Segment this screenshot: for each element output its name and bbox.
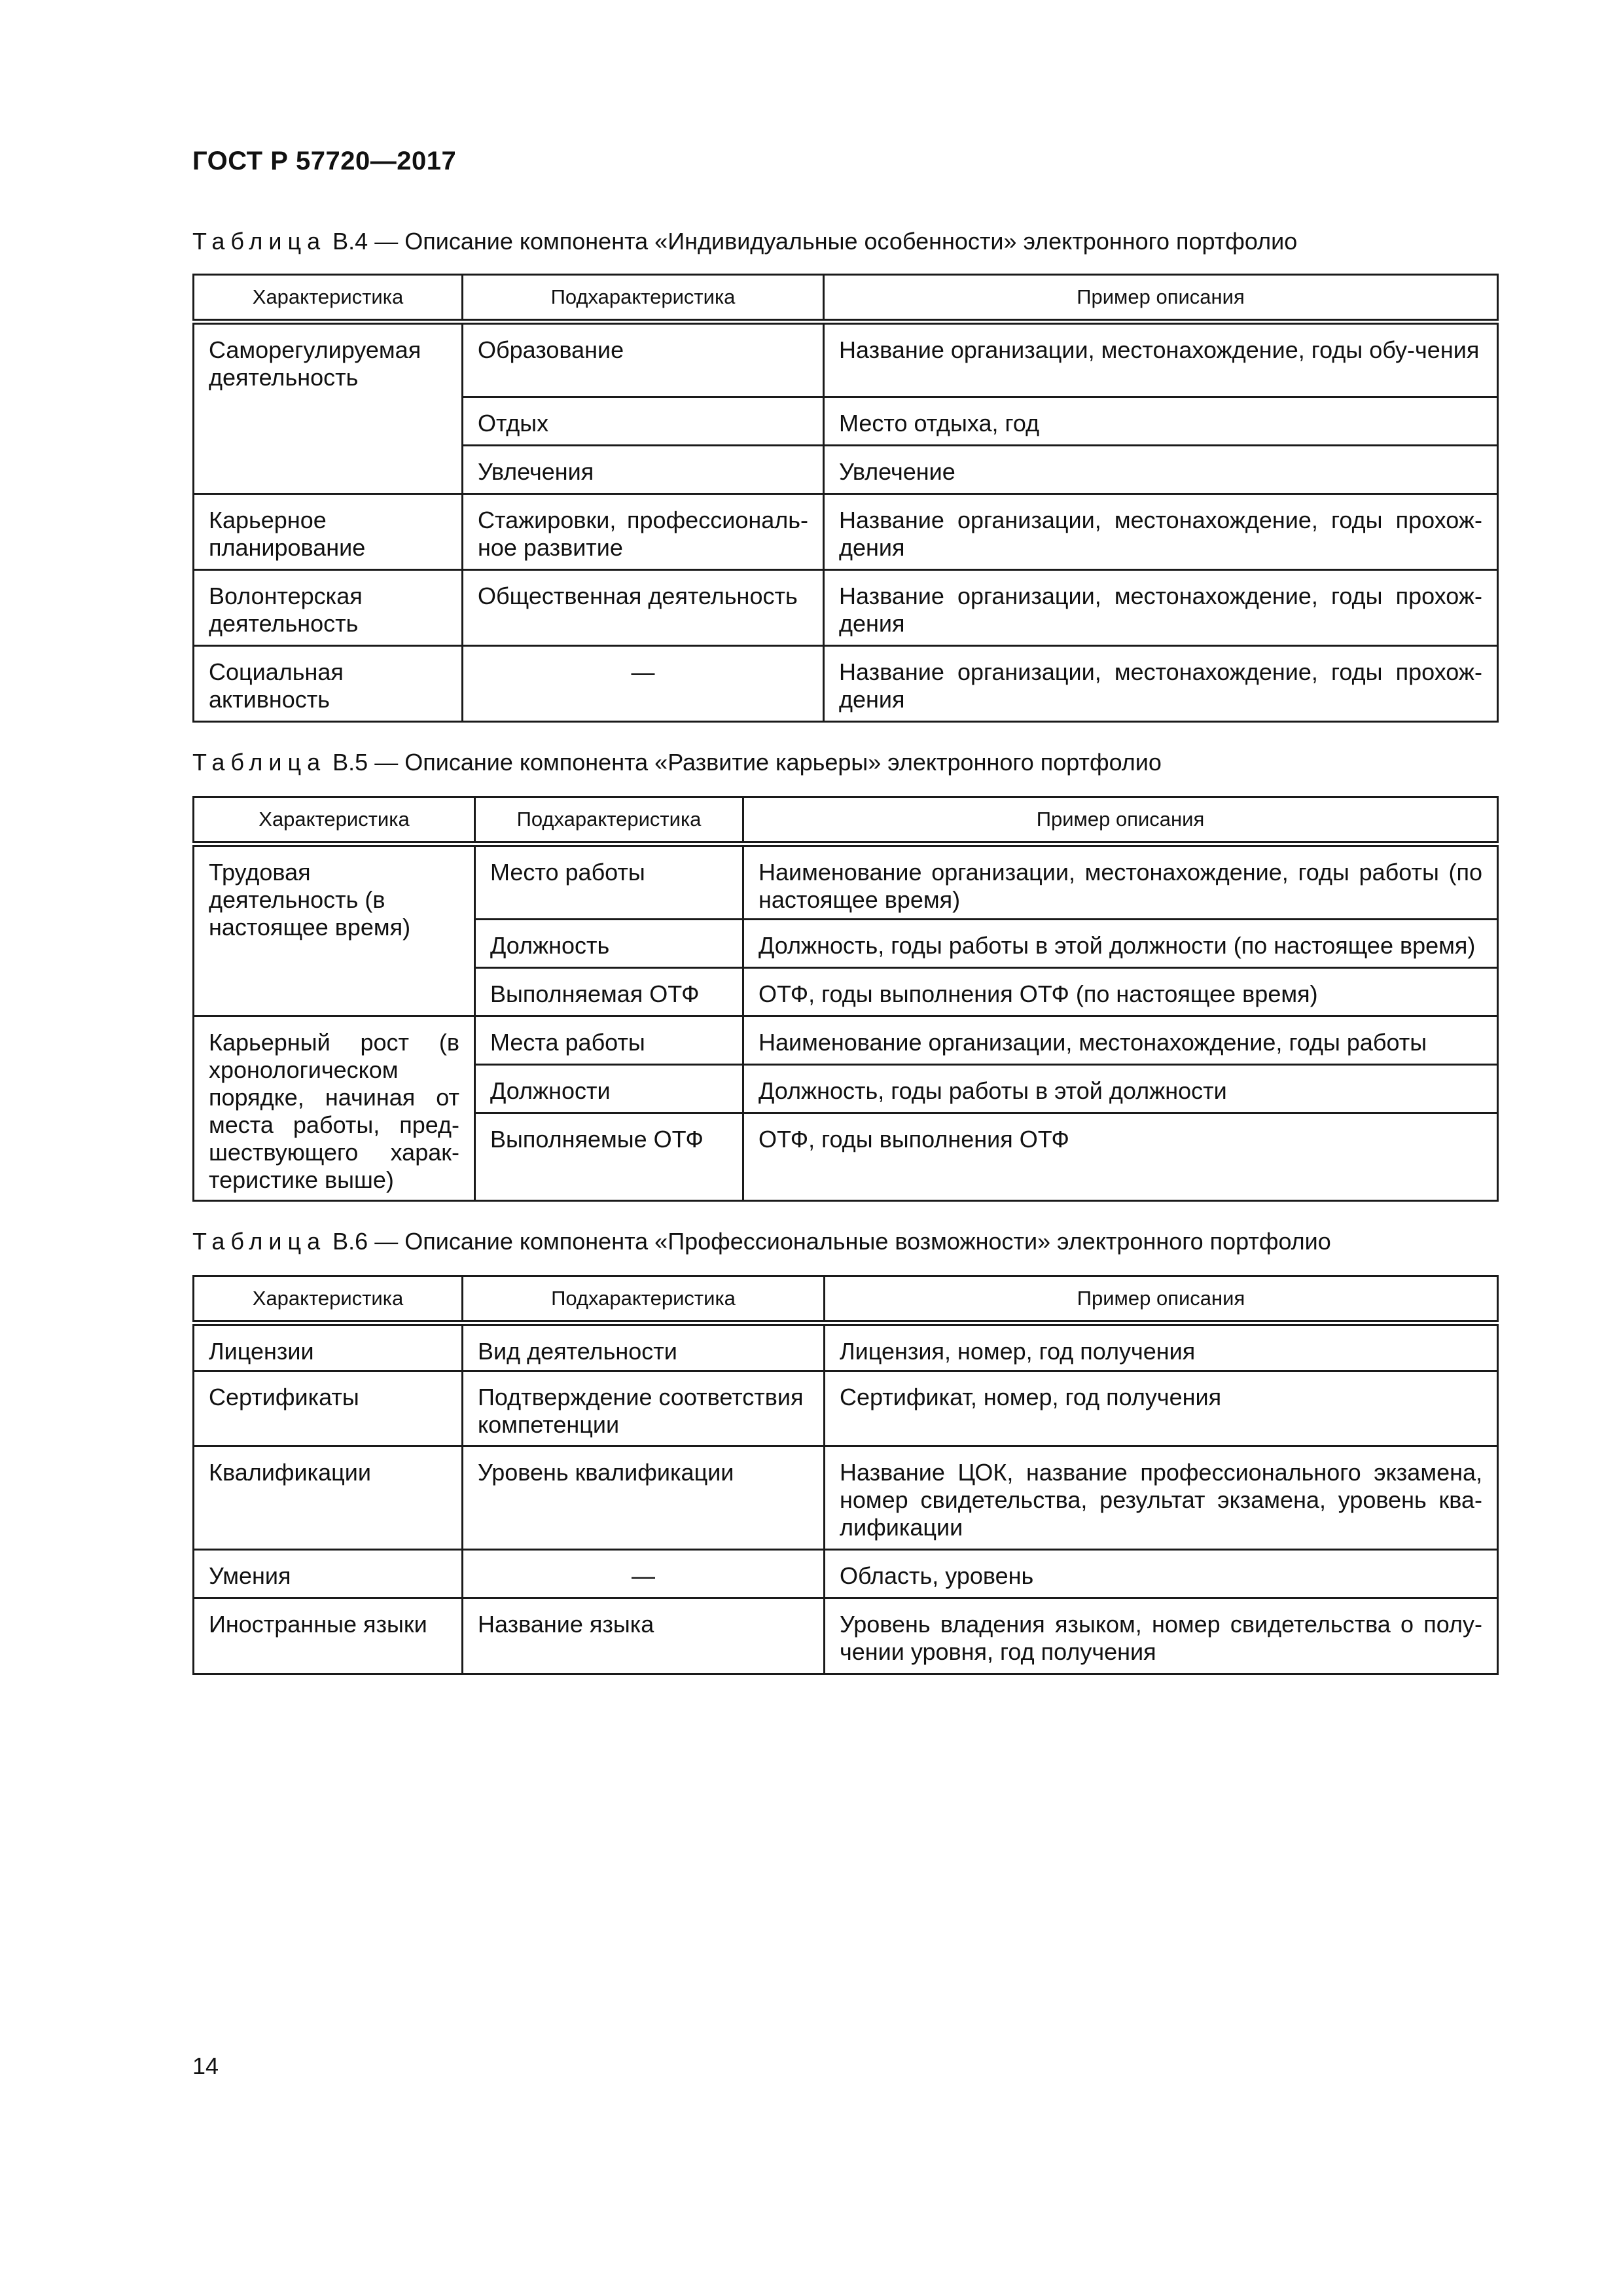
example-cell: Область, уровень <box>825 1550 1498 1598</box>
characteristic-cell: Карьерное планирование <box>194 494 463 570</box>
characteristic-cell: Лицензии <box>194 1323 463 1371</box>
example-cell: ОТФ, годы выполнения ОТФ (по настоящее время) <box>743 968 1498 1016</box>
subcharacteristic-cell: Выполняемые ОТФ <box>475 1113 743 1201</box>
characteristic-cell: Социальная активность <box>194 646 463 722</box>
caption-text: В.6 — Описание компонента «Профессиональные возможности» электронного портфолио <box>332 1228 1331 1255</box>
example-cell: Название организации, местонахождение, годы обу-чения <box>824 322 1498 397</box>
column-header: Характеристика <box>194 797 475 844</box>
column-header: Пример описания <box>825 1276 1498 1323</box>
characteristic-cell: Волонтерская деятельность <box>194 570 463 646</box>
table-b4 <box>192 274 1499 723</box>
example-cell: ОТФ, годы выполнения ОТФ <box>743 1113 1498 1201</box>
example-cell: Название организации, местонахождение, годы прохож-дения <box>824 646 1498 722</box>
table-header-row <box>194 797 1498 844</box>
characteristic-cell: Сертификаты <box>194 1371 463 1446</box>
subcharacteristic-cell: Места работы <box>475 1016 743 1065</box>
table-row <box>194 1016 1498 1065</box>
example-cell: Уровень владения языком, номер свидетельства о полу-чении уровня, год получения <box>825 1598 1498 1674</box>
characteristic-cell: Иностранные языки <box>194 1598 463 1674</box>
example-cell: Наименование организации, местонахождение, годы работы <box>743 1016 1498 1065</box>
table-row <box>194 570 1498 646</box>
characteristic-cell: Карьерный рост (в хронологическом порядке, начиная от места работы, пред-шествующего харак-теристике выше) <box>194 1016 475 1201</box>
table-b6 <box>192 1275 1499 1675</box>
example-cell: Наименование организации, местонахождение, годы работы (по настоящее время) <box>743 844 1498 920</box>
column-header: Подхарактеристика <box>463 1276 825 1323</box>
table-row <box>194 844 1498 920</box>
column-header: Характеристика <box>194 1276 463 1323</box>
example-cell: Увлечение <box>824 446 1498 494</box>
caption-word: Таблица <box>192 1228 327 1255</box>
subcharacteristic-cell: Выполняемая ОТФ <box>475 968 743 1016</box>
table-row <box>194 1446 1498 1550</box>
characteristic-cell: Трудовая деятельность (в настоящее время) <box>194 844 475 1016</box>
table-row <box>194 1323 1498 1371</box>
subcharacteristic-cell: Уровень квалификации <box>463 1446 825 1550</box>
document-code: ГОСТ Р 57720—2017 <box>192 147 457 175</box>
subcharacteristic-cell: Увлечения <box>463 446 824 494</box>
table-header-row <box>194 1276 1498 1323</box>
table-caption-b6 <box>192 1228 1331 1255</box>
characteristic-cell: Саморегулируемая деятельность <box>194 322 463 494</box>
caption-word: Таблица <box>192 228 327 255</box>
subcharacteristic-cell: Название языка <box>463 1598 825 1674</box>
subcharacteristic-cell: Образование <box>463 322 824 397</box>
example-cell: Название организации, местонахождение, годы прохож-дения <box>824 570 1498 646</box>
subcharacteristic-cell: Общественная деятельность <box>463 570 824 646</box>
table-row <box>194 646 1498 722</box>
column-header: Подхарактеристика <box>463 275 824 322</box>
subcharacteristic-cell: Стажировки, профессиональ-ное развитие <box>463 494 824 570</box>
table-row <box>194 494 1498 570</box>
subcharacteristic-cell: Отдых <box>463 397 824 446</box>
column-header: Подхарактеристика <box>475 797 743 844</box>
table-caption-b4 <box>192 228 1297 255</box>
table-header-row <box>194 275 1498 322</box>
characteristic-cell: Умения <box>194 1550 463 1598</box>
example-cell: Должность, годы работы в этой должности <box>743 1065 1498 1113</box>
caption-text: В.4 — Описание компонента «Индивидуальные особенности» электронного портфолио <box>332 228 1298 255</box>
column-header: Пример описания <box>743 797 1498 844</box>
subcharacteristic-cell: Должность <box>475 920 743 968</box>
example-cell: Лицензия, номер, год получения <box>825 1323 1498 1371</box>
page-number: 14 <box>192 2053 219 2079</box>
caption-text: В.5 — Описание компонента «Развитие карьеры» электронного портфолио <box>332 749 1162 776</box>
example-cell: Название ЦОК, название профессионального экзамена, номер свидетельства, результат экзамена, уровень ква-лификации <box>825 1446 1498 1550</box>
table-row <box>194 322 1498 397</box>
example-cell: Должность, годы работы в этой должности (по настоящее время) <box>743 920 1498 968</box>
table-row <box>194 1371 1498 1446</box>
table-row <box>194 1550 1498 1598</box>
example-cell: Сертификат, номер, год получения <box>825 1371 1498 1446</box>
subcharacteristic-cell: Место работы <box>475 844 743 920</box>
characteristic-cell: Квалификации <box>194 1446 463 1550</box>
column-header: Характеристика <box>194 275 463 322</box>
table-caption-b5 <box>192 749 1162 776</box>
table-row <box>194 1598 1498 1674</box>
table-b5 <box>192 796 1499 1202</box>
example-cell: Место отдыха, год <box>824 397 1498 446</box>
column-header: Пример описания <box>824 275 1498 322</box>
example-cell: Название организации, местонахождение, годы прохож-дения <box>824 494 1498 570</box>
subcharacteristic-cell: Вид деятельности <box>463 1323 825 1371</box>
caption-word: Таблица <box>192 749 327 776</box>
subcharacteristic-cell: — <box>463 646 824 722</box>
subcharacteristic-cell: Должности <box>475 1065 743 1113</box>
subcharacteristic-cell: — <box>463 1550 825 1598</box>
subcharacteristic-cell: Подтверждение соответствия компетенции <box>463 1371 825 1446</box>
